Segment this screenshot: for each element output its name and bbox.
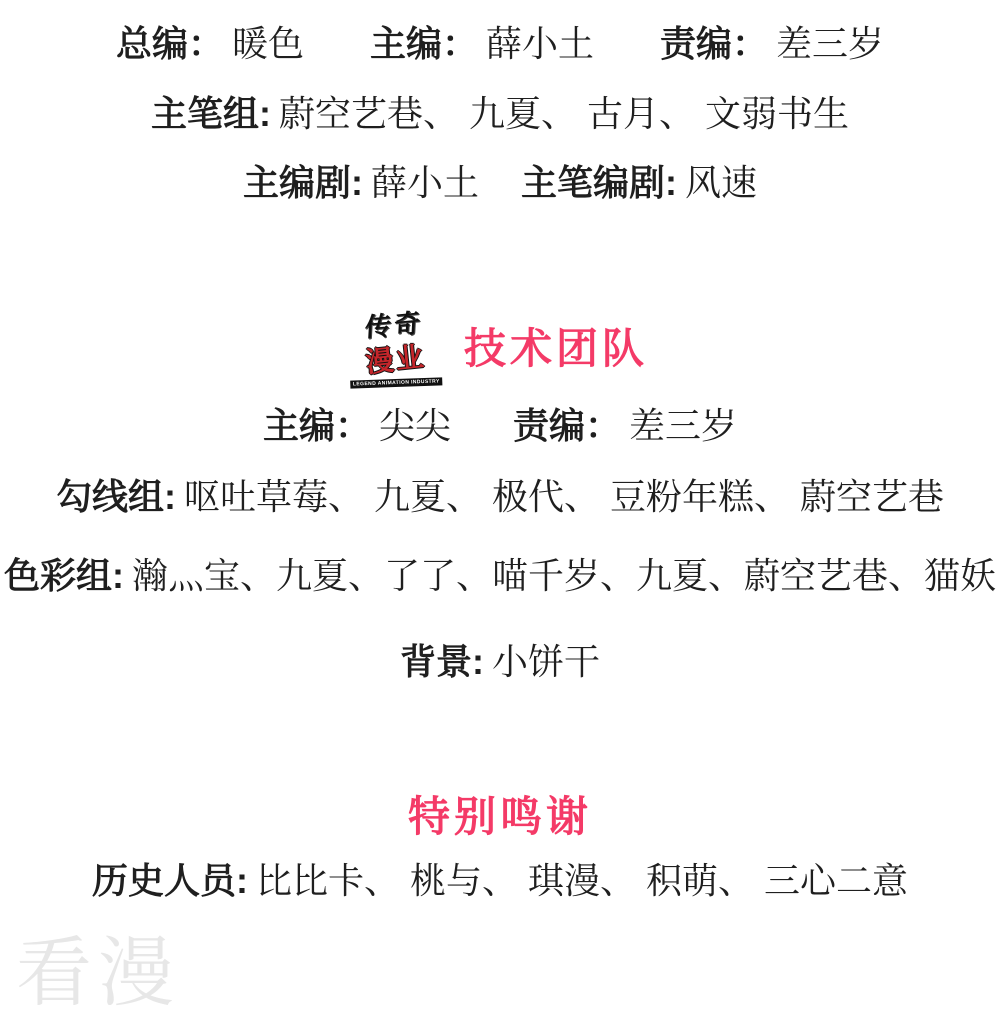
credit-label: 主编： <box>369 23 478 64</box>
credit-color-group <box>4 556 996 596</box>
lead-artist-group-row <box>0 94 1000 134</box>
credit-label: 责编： <box>513 405 622 446</box>
special-thanks-title: 特别鸣谢 <box>407 793 592 840</box>
credit-label: 历史人员: <box>91 860 248 901</box>
logo-text-top: 传奇 <box>364 307 425 343</box>
tech-editors-row <box>0 406 1000 446</box>
credit-main-scriptwriter <box>521 163 757 203</box>
credit-value: 蔚空艺巷、 九夏、 古月、 文弱书生 <box>278 93 849 134</box>
scriptwriters-row <box>0 163 1000 203</box>
credit-lead-scriptwriter <box>243 163 479 203</box>
credit-value: 薛小土 <box>486 23 595 64</box>
background-artist-row <box>0 642 1000 682</box>
credit-value: 尖尖 <box>378 405 451 446</box>
credit-value: 薛小土 <box>370 162 479 203</box>
credit-label: 色彩组: <box>3 555 124 596</box>
credit-main-editor <box>370 24 594 64</box>
credit-chief-editor <box>116 24 304 64</box>
credit-artist-group <box>151 94 849 134</box>
credit-value: 差三岁 <box>776 23 885 64</box>
credit-tech-editor <box>263 406 451 446</box>
credit-value: 呕吐草莓、 九夏、 极代、 豆粉年糕、 蔚空艺巷 <box>183 476 944 517</box>
logo-caption: LEGEND ANIMATION INDUSTRY <box>350 377 443 388</box>
credit-lineart-group <box>56 477 944 517</box>
credit-label: 主编剧: <box>242 162 363 203</box>
credit-label: 勾线组: <box>55 476 176 517</box>
credit-label: 背景: <box>399 641 484 682</box>
credit-value: 比比卡、 桃与、 琪漫、 积萌、 三心二意 <box>255 860 908 901</box>
credit-duty-editor <box>660 24 884 64</box>
credit-label: 主编： <box>262 405 371 446</box>
credit-tech-duty-editor <box>513 406 737 446</box>
credit-historical-staff <box>92 861 908 901</box>
credit-value: 差三岁 <box>629 405 738 446</box>
lineart-group-row <box>0 477 1000 517</box>
credit-background-artist <box>400 642 600 682</box>
tech-team-header <box>0 303 1000 389</box>
color-group-row <box>0 556 1000 596</box>
kanman-watermark: 看漫 <box>16 931 180 1016</box>
credit-value: 风速 <box>685 162 758 203</box>
credit-value: 暖色 <box>231 23 304 64</box>
credit-label: 主笔编剧: <box>521 162 677 203</box>
credit-value: 瀚灬宝、九夏、了了、喵千岁、九夏、蔚空艺巷、猫妖 <box>131 555 996 596</box>
credit-label: 主笔组: <box>150 93 271 134</box>
credit-label: 总编： <box>115 23 224 64</box>
historical-staff-row <box>0 861 1000 901</box>
chief-editors-row <box>0 24 1000 64</box>
credit-value: 小饼干 <box>491 641 600 682</box>
credit-label: 责编： <box>660 23 769 64</box>
tech-team-title: 技术团队 <box>463 325 648 372</box>
legend-comics-logo <box>351 302 440 391</box>
logo-text-bottom: 漫业 <box>364 340 428 379</box>
